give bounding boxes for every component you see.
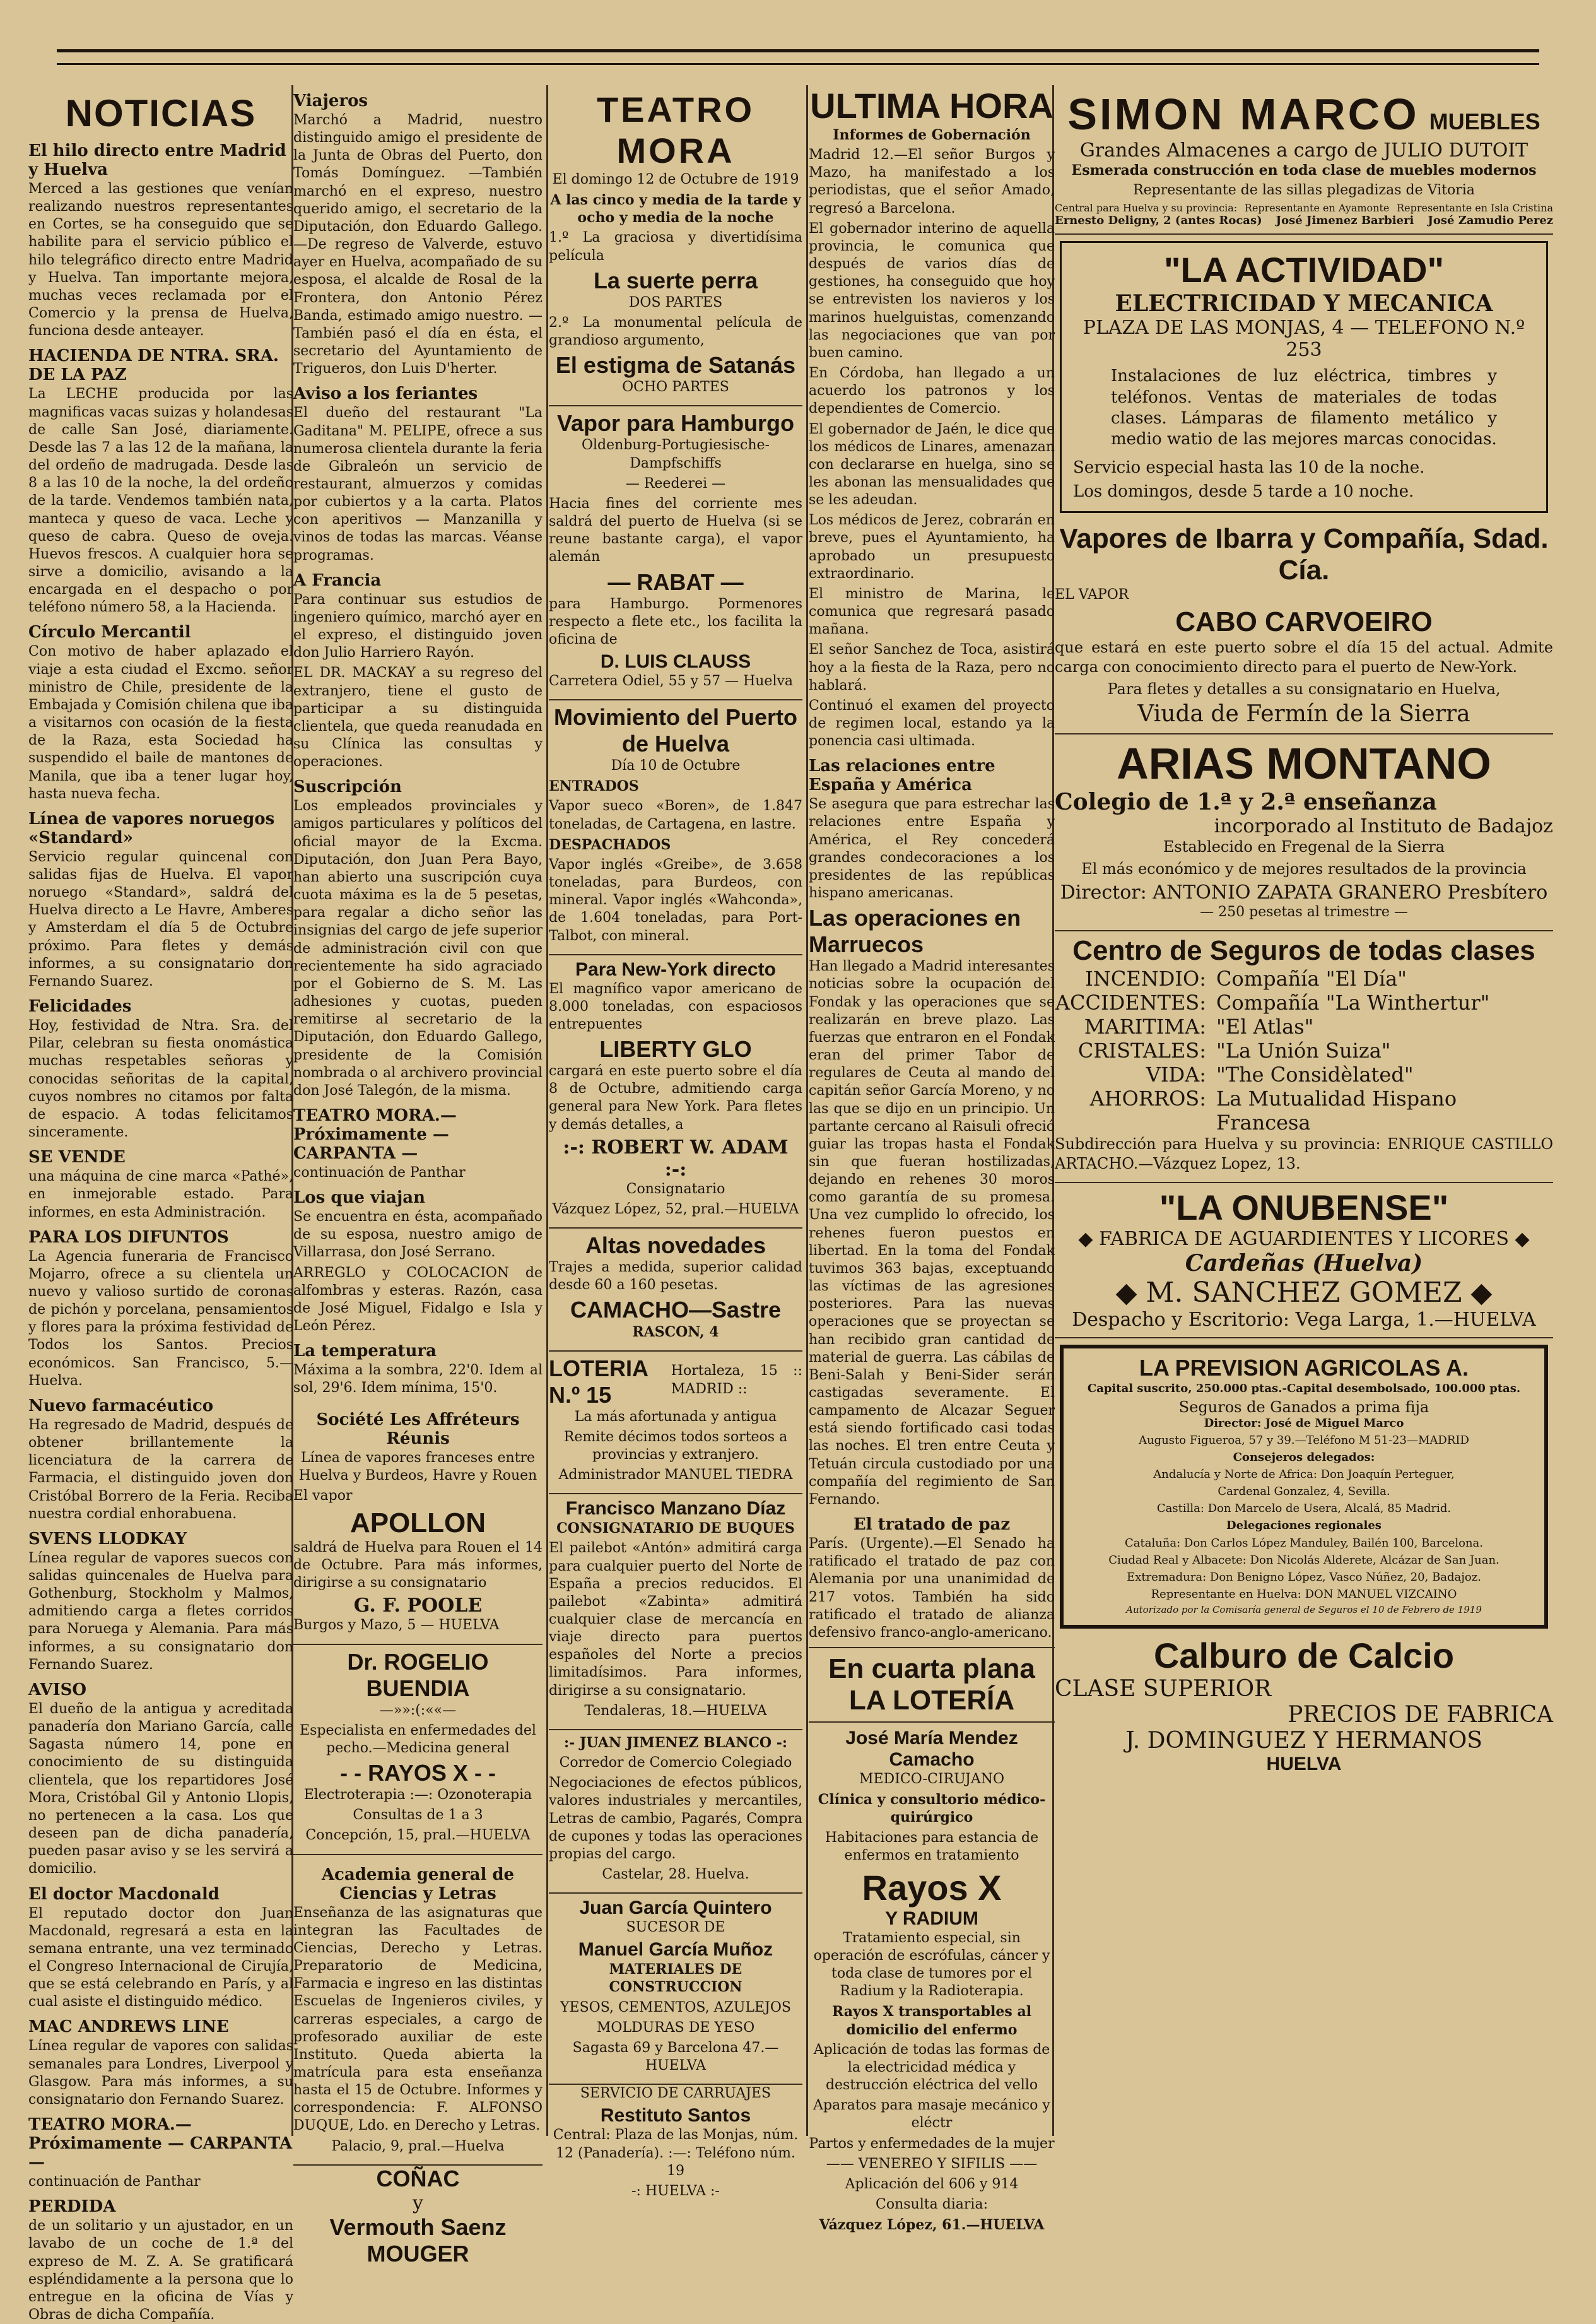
ad-manzano	[549, 1494, 802, 1730]
seguros-row	[1055, 1039, 1553, 1063]
news-heading: Círculo Mercantil	[28, 623, 191, 642]
news-text: de un solitario y un ajustador, en un lavabo de un coche de 1.ª del expreso de M. Z. A. Se gratificará espléndidamente a la persona que lo entregue en la oficina de Vías y Obras de dicha Compañía.	[28, 2218, 293, 2323]
prevision-d1: Cataluña: Don Carlos López Manduley, Bailén 100, Barcelona.	[1124, 1536, 1484, 1550]
arias-inc: incorporado al Instituto de Badajoz	[1214, 815, 1553, 838]
arias-t1: Establecido en Fregenal de la Sierra	[1163, 838, 1445, 856]
ultima-hora-paragraph: Los médicos de Jerez, cobrarán en breve, pues el Ayuntamiento, ha aprobado un presupuesto extraordinario.	[809, 512, 1055, 582]
ibarra-title: Vapores de Ibarra y Compañía, Sdad. Cía.	[1059, 522, 1549, 586]
column-two	[293, 85, 543, 2267]
newyork-ship: LIBERTY GLO	[599, 1036, 752, 1063]
ultima-hora-paragraph: En Córdoba, han llegado a un acuerdo los patronos y los dependientes de Comercio.	[809, 365, 1055, 417]
academia-addr: Palacio, 9, pral.—Huelva	[331, 2138, 505, 2154]
news-text: Se encuentra en ésta, acompañado de su esposa, nuestro amigo de Villarrasa, don José Serrano.	[293, 1209, 543, 1261]
news-item	[28, 997, 293, 1141]
marruecos-text: Han llegado a Madrid interesantes noticias sobre la ocupación del Fondak y las operaciones que se realizarán en breve plazo. Las fuerzas que entraron en el Fondak eran del primer Tabor de regulares de Ceuta al mando del capitán señor García Moreno, y no las que se dijo en un principio. Un partante cercano al Raisuli ofreció guiar las tropas hasta el Fondak sin que fueran hostilizadas, dejando en rehenes 30 moros como garantía de su promesa. Una vez cumplido lo ofrecido, los rehenes fueron puestos en libertad. En la toma del Fondak tuvimos 363 bajas, exceptuando las víctimas de las agresiones posteriores. Para las nuevas operaciones que se proyectan se han recibido gran cantidad de material de guerra. Las cábilas de Beni-Salah y Beni-Sider serán castigadas severamente. El campamento de Alcazar Seguer está siendo fortificado casi todas las noches. El tren entre Ceuta y Tetuán circula custodiado por una compañía del regimiento de San Fernando.	[809, 959, 1055, 1507]
news-heading: AVISO	[28, 1680, 87, 1699]
news-item	[293, 1342, 543, 1397]
news-text: Línea regular de vapores con salidas semanales para Londres, Liverpool y Glasgow. Para más informes, a su consignatario don Fernando Suarez.	[28, 2038, 293, 2108]
altas-text: Trajes a medida, superior calidad desde 60 a 160 pesetas.	[549, 1259, 802, 1294]
ultima-hora-paragraph: El gobernador interino de aquella provincia, le comunica que después de varios días de gestiones, ha conseguido que hoy se entrevisten los navieros y los marinos huelguistas, comenzando las negociaciones que van por buen camino.	[809, 220, 1055, 361]
quintero-t2: YESOS, CEMENTOS, AZULEJOS	[560, 1999, 791, 2015]
news-item	[28, 1228, 293, 1390]
column-divider	[546, 85, 548, 2136]
news-heading: PERDIDA	[28, 2197, 116, 2217]
buendia-name: Dr. ROGELIO BUENDIA	[347, 1648, 489, 1701]
prevision-seg: Seguros de Ganados a prima fija	[1178, 1398, 1429, 1417]
ad-la-actividad	[1060, 241, 1548, 513]
ultima-hora-paragraph: El ministro de Marina, le comunica que regresará pasado mañana.	[809, 586, 1055, 638]
movimiento-entrados: ENTRADOS	[549, 778, 639, 795]
news-heading: MAC ANDREWS LINE	[28, 2017, 229, 2037]
column-ultima-hora	[809, 85, 1055, 2234]
ibarra-t1: que estará en este puerto sobre el día 15 del actual. Admite carga con conocimiento directo para el puerto de New-York.	[1055, 639, 1553, 676]
marruecos-heading: Las operaciones en Marruecos	[809, 905, 1021, 958]
news-heading: La temperatura	[293, 1342, 437, 1361]
calburo-city: HUELVA	[1266, 1753, 1342, 1774]
ad-carruajes	[549, 2085, 802, 2200]
loteria-title: LOTERIA N.º 15	[549, 1355, 648, 1408]
buendia-rayos: - - RAYOS X - -	[340, 1760, 496, 1786]
teatro-film1: La suerte perra	[593, 267, 758, 293]
ad-loteria	[549, 1352, 802, 1495]
seguros-kind: ACCIDENTES:	[1055, 990, 1206, 1015]
calburo-sub: CLASE SUPERIOR	[1055, 1675, 1272, 1702]
quintero-addr: Sagasta 69 y Barcelona 47.—HUELVA	[572, 2039, 779, 2074]
affreteurs-text: saldrá de Huelva para Rouen el 14 de Octubre. Para más informes, dirigirse a su consignatario	[293, 1540, 543, 1591]
ultima-hora-paragraphs	[809, 146, 1055, 750]
seguros-kind: VIDA:	[1146, 1062, 1206, 1087]
jimenez-title: :- JUAN JIMENEZ BLANCO -:	[564, 1734, 787, 1751]
news-item	[293, 777, 543, 1100]
column-adverts	[1055, 85, 1553, 2136]
movimiento-t2: Vapor inglés «Greibe», de 3.658 toneladas, para Burdeos, con mineral. Vapor inglés «Wahconda», de 1.604 toneladas, para Port-Talbot, con mineral.	[549, 856, 802, 944]
affreteurs-ship: APOLLON	[349, 1507, 486, 1538]
arias-price: — 250 pesetas al trimestre —	[1200, 904, 1408, 920]
actividad-sub: ELECTRICIDAD Y MECANICA	[1115, 290, 1493, 317]
news-item	[28, 2017, 293, 2109]
simon-head	[1055, 89, 1553, 139]
manzano-sub: CONSIGNATARIO DE BUQUES	[556, 1520, 795, 1537]
seguros-rows	[1055, 967, 1553, 1135]
affreteurs-addr: Burgos y Mazo, 5 — HUELVA	[293, 1617, 500, 1634]
ibarra-el: EL VAPOR	[1055, 586, 1129, 603]
academia-text: Enseñanza de las asignaturas que integran las Facultades de Ciencias, Derecho y Letras. Preparatorio de Medicina, Farmacia e ingreso en las distintas Escuelas de Ingenieros civiles, y carreras especiales, a cargo de profesorado auxiliar de este Instituto. Queda abierta la matrícula para esta enseñanza hasta el 15 de Octubre. Informes y correspondencia: F. ALFONSO DUQUE, Ldo. en Derecho y Letras.	[293, 1904, 543, 2134]
seguros-row	[1055, 991, 1553, 1015]
mendez-t4: Rayos X transportables al domicilio del enfermo	[831, 2003, 1032, 2038]
top-rule-thin	[57, 63, 1539, 65]
news-text: continuación de Panthar	[293, 1164, 466, 1181]
news-text: El reputado doctor don Juan Macdonald, regresará a esta en la semana entrante, una vez terminado el Congreso Internacional de Cirujía, que se está celebrando en París, y al cual asiste el distinguido médico.	[28, 1905, 293, 2010]
news-item	[28, 1680, 293, 1879]
prevision-aut: Autorizado por la Comisaría general de Seguros el 10 de Febrero de 1919	[1126, 1603, 1482, 1615]
simon-reps	[1055, 202, 1553, 214]
newyork-addr: Vázquez López, 52, pral.—HUELVA	[552, 1201, 799, 1217]
teatro-film2: El estigma de Satanás	[555, 352, 796, 379]
actividad-t3: Los domingos, desde 5 tarde a 10 noche.	[1073, 481, 1414, 501]
simon-t3b: Representante en Ayamonte	[1244, 202, 1390, 215]
mendez-t10: Consulta diaria:	[875, 2197, 988, 2212]
seguros-kind: INCENDIO:	[1085, 966, 1206, 991]
ad-seguros	[1055, 931, 1553, 1183]
news-heading: Los que viajan	[293, 1188, 425, 1208]
news-heading: Suscripción	[293, 777, 402, 797]
la-loteria: LA LOTERÍA	[848, 1685, 1015, 1716]
calburo-precios: PRECIOS DE FABRICA	[1288, 1701, 1553, 1728]
news-item	[28, 2115, 293, 2191]
hamburg-addr: Carretera Odiel, 55 y 57 — Huelva	[549, 673, 794, 689]
news-heading: HACIENDA DE NTRA. SRA. DE LA PAZ	[28, 346, 279, 385]
mendez-t7: Partos y enfermedades de la mujer	[809, 2135, 1055, 2152]
seguros-title: Centro de Seguros de todas clases	[1072, 935, 1535, 966]
news-item	[293, 1106, 543, 1182]
mendez-addr: Vázquez López, 61.—HUELVA	[819, 2217, 1045, 2234]
quintero-t3: MOLDURAS DE YESO	[596, 2019, 755, 2036]
news-item	[28, 810, 293, 991]
buendia-addr: Concepción, 15, pral.—HUELVA	[305, 1827, 531, 1844]
manzano-addr: Tendaleras, 18.—HUELVA	[584, 1702, 767, 1719]
affreteurs-title: Société Les Affréteurs Réunis	[316, 1410, 520, 1448]
news-text: Para continuar sus estudios de ingeniero químico, marchó ayer en el expreso, el distinguido joven don Julio Harriero Rayón.	[293, 591, 543, 661]
news-text: ARREGLO y COLOCACION de alfombras y esteras. Razón, casa de José Miguel, Fidalgo e Isla y León Pérez.	[293, 1265, 543, 1335]
prevision-cons: Consejeros delegados:	[1233, 1451, 1375, 1465]
relaciones-text: Se asegura que para estrechar las relaciones entre España y América, el Rey concederá grandes condecoraciones a los presidentes de las repúblicas hispano americanas.	[809, 796, 1055, 902]
movimiento-despachados: DESPACHADOS	[549, 836, 671, 853]
seguros-company: "The Considèlated"	[1216, 1062, 1414, 1087]
prevision-dir: Director: José de Miguel Marco	[1204, 1417, 1404, 1430]
arias-sub: Colegio de 1.ª y 2.ª enseñanza	[1055, 789, 1437, 816]
teatro-date: El domingo 12 de Octubre de 1919	[552, 172, 799, 187]
manzano-text: El pailebot «Antón» admitirá carga para cualquier puerto del Norte de España a precios reducidos. El pailebot «Zabinta» admitirá cualquier clase de mercancía en viaje directo para puertos españoles del Norte a precios limitadísimos. Para informes, dirigirse a su consignatario.	[549, 1540, 802, 1699]
buendia-spec: Especialista en enfermedades del pecho.—Medicina general	[300, 1722, 536, 1756]
news-text: El dueño del restaurant "La Gaditana" M. PELIPE, ofrece a sus numerosa clientela durante la feria de Gibraleón un servicio de restaurant, almuerzos y comidas por cubiertos y a la carta. Platos con aperitivos — Manzanilla y vinos de todas las marcas. Véanse programas.	[293, 405, 543, 563]
simon-t3a: Central para Huelva y su provincia:	[1055, 202, 1238, 215]
seguros-company: La Mutualidad Hispano Francesa	[1216, 1086, 1457, 1135]
carruajes-title: SERVICIO DE CARRUAJES	[580, 2085, 772, 2102]
buendia-line1: Electroterapia :—: Ozonoterapia	[303, 1787, 532, 1803]
news-text: Los empleados provinciales y amigos particulares y políticos del oficial mayor de la Excma. Diputación, don Juan Pera Bayo, han abierto una suscripción cuya cuota máxima es la de 5 pesetas, para regalar a dicho señor las insignias del cargo de jefe superior de administración civil con que recientemente ha sido agraciado por el Gobierno de S. M. Las adhesiones y cuotas, pueden remitirse al secretario de la Diputación, don Eduardo Gallego, presidente de la Comisión nombrada o al archivero provincial don José Talegón, de la misma.	[293, 798, 543, 1099]
news-text: Marchó a Madrid, nuestro distinguido amigo el presidente de la Junta de Obras del Puerto, don Tomás Domínguez. —También marchó en el expreso, nuestro querido amigo, el secretario de la Diputación, don Eduardo Gallego. —De regreso de Valverde, estuvo ayer en Huelva, acompañado de su esposa, el alcalde de Rosal de la Frontera, don Antonio Pérez Banda, estimado amigo nuestro. —También pasó el día en ésta, el secretario del Ayuntamiento de Trigueros, don Luis D'herter.	[293, 112, 543, 377]
loteria-admin: Administrador MANUEL TIEDRA	[558, 1467, 793, 1483]
manzano-title: Francisco Manzano Díaz	[565, 1498, 786, 1519]
news-item	[28, 141, 293, 340]
newyork-cons: Consignatario	[626, 1181, 725, 1197]
jimenez-sub: Corredor de Comercio Colegiado	[559, 1755, 792, 1771]
news-heading: A Francia	[293, 570, 382, 590]
simon-t4a: Ernesto Deligny, 2 (antes Rocas)	[1055, 214, 1262, 228]
hamburg-co: Oldenburg-Portugiesische-Dampfschiffs	[581, 437, 770, 471]
seguros-kind: AHORROS:	[1089, 1086, 1206, 1111]
altas-addr: RASCON, 4	[632, 1324, 719, 1341]
seguros-kind: MARITIMA:	[1084, 1014, 1206, 1039]
arias-title: ARIAS MONTANO	[1117, 739, 1491, 789]
mendez-radium: Y RADIUM	[885, 1908, 978, 1929]
ad-jimenez	[549, 1730, 802, 1894]
ad-hamburg	[549, 406, 802, 700]
news-item	[293, 384, 543, 564]
news-text: una máquina de cine marca «Pathé», en inmejorable estado. Para informes, en esta Administración.	[28, 1169, 293, 1220]
movimiento-t1: Vapor sueco «Boren», de 1.847 toneladas, de Cartagena, en lastre.	[549, 798, 802, 832]
teatro-hours: A las cinco y media de la tarde y ocho y media de la noche	[550, 192, 801, 227]
seguros-row	[1055, 1015, 1553, 1039]
news-item	[293, 1265, 543, 1336]
ad-altas	[549, 1229, 802, 1351]
teatro-p2: 2.º La monumental película de grandioso argumento,	[549, 314, 802, 349]
column-two-news	[293, 91, 543, 1398]
noticias-title: NOTICIAS	[65, 92, 257, 134]
ad-prevision	[1060, 1345, 1548, 1629]
news-text: Ha regresado de Madrid, después de obtener brillantemente la licenciatura de la carrera de Farmacia, el distinguido joven don Cristóbal Borrero de la Feria. Reciba nuestra cordial enhorabuena.	[28, 1417, 293, 1522]
news-item	[28, 346, 293, 616]
news-text: Hoy, festividad de Ntra. Sra. del Pilar, celebran su fiesta onomástica muchas respetables señoras y conocidas señoritas de la capital, cuyos nombres no citamos por falta de espacio. A todas felicitamos sinceramente.	[28, 1018, 293, 1141]
news-item	[28, 1885, 293, 2012]
prevision-title: LA PREVISION AGRICOLAS A.	[1139, 1355, 1469, 1381]
mendez-t2: Habitaciones para estancia de enfermos en tratamiento	[824, 1829, 1039, 1863]
conac-l2: y	[413, 2191, 423, 2214]
actividad-t1: Instalaciones de luz eléctrica, timbres y teléfonos. Ventas de materiales de todas clases. Lámparas de filamento metálico y medio watio de las mejores marcas conocidas.	[1111, 367, 1497, 449]
ad-calburo	[1055, 1635, 1553, 1775]
news-text: La Agencia funeraria de Francisco Mojarro, ofrece a su clientela un nuevo y valioso surtido de coronas de pichón y porcelana, pensamientos y flores para la próxima festividad de Todos los Santos. Precios económicos. San Francisco, 5.—Huelva.	[28, 1248, 293, 1389]
hamburg-t2: para Hamburgo. Pormenores respecto a flete etc., los facilita la oficina de	[549, 596, 802, 647]
news-item	[28, 1530, 293, 1674]
loteria-t2: Remite décimos todos sorteos a provincias y extranjero.	[563, 1429, 788, 1463]
news-heading: El hilo directo entre Madrid y Huelva	[28, 141, 286, 179]
seguros-row	[1055, 967, 1553, 991]
prevision-rep: Representante en Huelva: DON MANUEL VIZCAINO	[1151, 1587, 1457, 1601]
news-text: El dueño de la antigua y acreditada panadería don Mariano García, calle Sagasta número 14, pone en conocimiento de su distinguida clientela, que los repartidores José Mora, Cristóbal Gil y Antonio Llopis, no pertenecen a la casa. Los que deseen pan de dicha panadería, pueden pasar aviso y se les servirá a domicilio.	[28, 1701, 293, 1877]
news-heading: Nuevo farmacéutico	[28, 1396, 214, 1415]
news-heading: SVENS LLODKAY	[28, 1529, 187, 1548]
loteria-head	[549, 1355, 802, 1408]
simon-t1: Esmerada construcción en toda clase de muebles modernos	[1071, 162, 1537, 179]
seguros-company: Compañía "El Día"	[1216, 966, 1407, 991]
ad-onubense	[1055, 1183, 1553, 1338]
prevision-c2: Cardenal Gonzalez, 4, Sevilla.	[1218, 1485, 1390, 1499]
informes-gobernacion: Informes de Gobernación	[833, 127, 1031, 143]
newyork-text: El magnífico vapor americano de 8.000 toneladas, con espaciosos entrepuentes	[549, 981, 802, 1032]
ibarra-t2: Para fletes y detalles a su consignatario en Huelva,	[1107, 680, 1501, 698]
prevision-cap: Capital suscrito, 250.000 ptas.-Capital desembolsado, 100.000 ptas.	[1087, 1382, 1521, 1396]
ad-quintero	[549, 1894, 802, 2085]
jimenez-text: Negociaciones de efectos públicos, valores industriales y mercantiles, Letras de cambio, Pagarés, Compra de cupones y todas las operaciones propias del cargo.	[549, 1775, 802, 1862]
onubense-name: ◆ M. SANCHEZ GOMEZ ◆	[1115, 1277, 1493, 1309]
news-text: Máxima a la sombra, 22'0. Idem al sol, 29'6. Idem mínima, 15'0.	[293, 1362, 543, 1396]
newyork-t2: cargará en este puerto sobre el día 8 de Octubre, admitiendo carga general para New York. Para fletes y demás detalles, a	[549, 1063, 802, 1133]
news-item	[28, 1148, 293, 1221]
separator	[809, 1647, 1055, 1648]
teatro-p1: 1.º La graciosa y divertidísima película	[549, 230, 802, 264]
column-three	[549, 85, 802, 2199]
conac-l1: COÑAC	[376, 2165, 460, 2191]
mendez-rayos: Rayos X	[862, 1867, 1002, 1908]
news-item	[28, 1396, 293, 1523]
news-heading: Aviso a los feriantes	[293, 384, 478, 404]
quintero-t1: MATERIALES DE CONSTRUCCION	[609, 1961, 742, 1996]
onubense-title: "LA ONUBENSE"	[1159, 1188, 1449, 1228]
affreteurs-el-vapor: El vapor	[293, 1487, 353, 1504]
simon-sub: Grandes Almacenes a cargo de JULIO DUTOIT	[1079, 139, 1529, 162]
newyork-title: Para New-York directo	[575, 959, 776, 980]
affreteurs-agent: G. F. POOLE	[353, 1595, 483, 1617]
news-item	[293, 664, 543, 771]
simon-t3c: Representante en Isla Cristina	[1397, 202, 1553, 215]
news-item	[293, 1188, 543, 1261]
quintero-sub: SUCESOR DE	[626, 1920, 725, 1936]
mendez-title: José María Mendez Camacho	[845, 1728, 1018, 1771]
news-heading: Viajeros	[293, 91, 368, 110]
seguros-company: Compañía "La Winthertur"	[1216, 990, 1490, 1015]
ad-mendez	[809, 1728, 1055, 2234]
carruajes-name: Restituto Santos	[600, 2105, 751, 2126]
loteria-t1: La más afortunada y antigua	[574, 1408, 777, 1425]
simon-t4c: José Zamudio Perez	[1428, 214, 1553, 228]
mendez-t3: Tratamiento especial, sin operación de escrófulas, cáncer y toda clase de tumores por el Radium y la Radioterapia.	[813, 1930, 1050, 2000]
news-heading: Felicidades	[28, 997, 132, 1017]
news-text: EL DR. MACKAY a su regreso del extranjero, tiene el gusto de participar a su distinguida clientela, que queda reanudada en su Clínica las consultas y operaciones.	[293, 665, 543, 770]
academia-title: Academia general de Ciencias y Letras	[321, 1865, 515, 1903]
onubense-place: Cardeñas (Huelva)	[1185, 1250, 1423, 1277]
conac-l3: Vermouth Saenz	[329, 2214, 507, 2240]
ad-affreteurs	[293, 1400, 543, 1645]
altas-name: CAMACHO—Sastre	[570, 1297, 782, 1323]
teatro-parts2: OCHO PARTES	[622, 379, 729, 396]
news-item	[293, 571, 543, 663]
ad-teatro-mora	[549, 85, 802, 406]
ad-ibarra	[1055, 519, 1553, 734]
carruajes-city: -: HUELVA :-	[631, 2183, 720, 2199]
news-heading: TEATRO MORA.—Próximamente — CARPANTA —	[28, 2115, 293, 2173]
news-item	[28, 2197, 293, 2324]
news-text: Línea regular de vapores suecos con salidas quincenales de Huelva para Gothenburg, Stockholm y Malmos, admitiendo carga a fletes corridos para Noruega y Alemania. Para más informes, a su consignatario don Fernando Suarez.	[28, 1550, 293, 1673]
quintero-title: Juan García Quintero	[579, 1897, 772, 1919]
news-heading: PARA LOS DIFUNTOS	[28, 1227, 229, 1247]
top-rule	[57, 49, 1539, 52]
mendez-sub: MEDICO-CIRUJANO	[859, 1771, 1005, 1788]
prevision-del: Delegaciones regionales	[1226, 1519, 1382, 1533]
actividad-t2: Servicio especial hasta las 10 de la noche.	[1073, 458, 1425, 478]
quintero-name: Manuel García Muñoz	[578, 1939, 773, 1961]
ad-newyork	[549, 955, 802, 1229]
ibarra-ship: CABO CARVOEIRO	[1175, 606, 1433, 638]
column-divider	[806, 85, 808, 2136]
prevision-c3: Castilla: Don Marcelo de Usera, Alcalá, 85 Madrid.	[1156, 1502, 1452, 1516]
simon-t2: Representante de las sillas plegadizas de Vitoria	[1133, 182, 1475, 199]
mendez-t6: Aparatos para masaje mecánico y eléctr	[813, 2097, 1050, 2132]
affreteurs-line: Línea de vapores franceses entre Huelva y Burdeos, Havre y Rouen	[298, 1449, 537, 1483]
arias-dir: Director: ANTONIO ZAPATA GRANERO Presbítero	[1060, 881, 1548, 904]
newyork-agent: :-: ROBERT W. ADAM :-:	[563, 1136, 789, 1181]
hamburg-text: Hacia fines del corriente mes saldrá del puerto de Huelva (si se reune bastante carga), el vapor alemán	[549, 495, 802, 565]
actividad-title: "LA ACTIVIDAD"	[1163, 250, 1445, 290]
mendez-t1: Clínica y consultorio médico-quirúrgico	[818, 1791, 1046, 1826]
onubense-sub: ◆ FABRICA DE AGUARDIENTES Y LICORES ◆	[1078, 1228, 1530, 1251]
simon-rep-names	[1055, 214, 1553, 227]
loteria-addr: Hortaleza, 15 :: MADRID ::	[671, 1363, 802, 1397]
separator	[809, 1721, 1055, 1723]
hamburg-reed: — Reederei —	[625, 475, 726, 492]
jimenez-addr: Castelar, 28. Huelva.	[602, 1867, 749, 1882]
ad-arias-montano	[1055, 734, 1553, 931]
movimiento-title: Movimiento del Puerto de Huelva	[553, 704, 798, 757]
ultima-hora-paragraph: El gobernador de Jaén, le dice que los médicos de Linares, amenazan con declararse en huelga, sino se les abonan las mensualidades que se les adeudan.	[809, 421, 1055, 509]
actividad-addr: PLAZA DE LAS MONJAS, 4 — TELEFONO N.º 253	[1083, 317, 1525, 362]
carruajes-addr: Central: Plaza de las Monjas, núm. 12 (Panadería). :—: Teléfono núm. 19	[553, 2127, 799, 2179]
ultima-hora-paragraph: Continuó el examen del proyecto de regimen local, estando ya la ponencia casi ultimada.	[809, 697, 1055, 750]
news-heading: SE VENDE	[28, 1148, 126, 1167]
paz-heading: El tratado de paz	[853, 1515, 1011, 1535]
column-noticias	[28, 85, 293, 2323]
hamburg-title: Vapor para Hamburgo	[556, 410, 795, 437]
prevision-addr: Augusto Figueroa, 57 y 39.—Teléfono M 51-23—MADRID	[1139, 1434, 1469, 1448]
ad-movimiento	[549, 700, 802, 955]
hamburg-ship: — RABAT —	[607, 569, 744, 595]
ad-simon-marco	[1055, 85, 1553, 235]
onubense-addr: Despacho y Escritorio: Vega Larga, 1.—HUELVA	[1072, 1309, 1536, 1331]
seguros-sub: Subdirección para Huelva y su provincia: ENRIQUE CASTILLO ARTACHO.—Vázquez Lopez, 13.	[1055, 1135, 1553, 1172]
prevision-d2: Ciudad Real y Albacete: Don Nicolás Alderete, Alcázar de San Juan.	[1108, 1553, 1499, 1567]
news-heading: TEATRO MORA.—Próximamente — CARPANTA —	[293, 1106, 457, 1163]
noticias-list	[28, 141, 293, 2324]
conac-l4: MOUGER	[367, 2240, 469, 2267]
ad-academia	[293, 1855, 543, 2166]
news-text: Con motivo de haber aplazado el viaje a esta ciudad el Excmo. señor ministro de Chile, presidente de la Embajada y Comisión chilena que iba a visitarnos con ocasión de la fiesta de la Raza, esta Sociedad ha suspendido el baile de mantones de Manila, que iba a tener lugar hoy, hasta nueva fecha.	[28, 644, 293, 802]
news-text: continuación de Panthar	[28, 2174, 201, 2190]
seguros-company: "La Unión Suiza"	[1216, 1038, 1391, 1063]
buendia-ornament: —»»:(:««—	[379, 1702, 457, 1718]
news-item	[28, 623, 293, 803]
simon-name: SIMON MARCO	[1067, 90, 1419, 139]
buendia-line2: Consultas de 1 a 3	[353, 1807, 483, 1824]
teatro-parts1: DOS PARTES	[628, 294, 723, 310]
arias-t2: El más económico y de mejores resultados de la provincia	[1081, 859, 1527, 878]
teatro-title: TEATRO MORA	[596, 90, 755, 170]
calburo-title: Calburo de Calcio	[1153, 1635, 1455, 1675]
ultima-hora-title: ULTIMA HORA	[810, 86, 1053, 126]
ad-conac	[293, 2166, 543, 2267]
mendez-t9: Aplicación del 606 y 914	[845, 2176, 1019, 2192]
news-text: La LECHE producida por las magnificas vacas suizas y holandesas de calle San José, diariamente. Desde las 7 a las 12 de la mañana, la del ordeño de madrugada. Desde las 8 a las 10 de la noche, la del ordeño de la tarde. Vendemos también nata, manteca y queso de vaca. Leche y queso de cabra. Queso de oveja. Huevos frescos. A cualquier hora se sirve a domicilio, avisando a la encargada en el despacho o por teléfono número 58, a la Hacienda.	[28, 386, 293, 616]
ad-buendia	[293, 1645, 543, 1855]
altas-title: Altas novedades	[585, 1232, 766, 1259]
ultima-hora-paragraph: Madrid 12.—El señor Burgos y Mazo, ha manifestado a los periodistas, que el señor Amado, regresó a Barcelona.	[809, 147, 1055, 216]
prevision-d3: Extremadura: Don Benigno López, Vasco Núñez, 20, Badajoz.	[1127, 1570, 1481, 1584]
cuarta-plana: En cuarta plana	[828, 1653, 1035, 1685]
news-text: Servicio regular quincenal con salidas fijas de Huelva. El vapor noruego «Standard», saldrá del Huelva directo a Le Havre, Amberes y Amsterdam el día 5 de Octubre próximo. Para fletes y demás informes, a su consignatario don Fernando Suarez.	[28, 849, 293, 989]
calburo-name: J. DOMINGUEZ Y HERMANOS	[1125, 1727, 1482, 1754]
news-item	[293, 91, 543, 378]
news-text: Merced a las gestiones que venían realizando nuestros representantes en Cortes, se ha conseguido que se habilite para el servicio público el hilo telegráfico directo entre Madrid y Huelva. Tan importante mejora, muchas veces reclamada por el Comercio y la prensa de Huelva, funciona desde anteayer.	[28, 181, 293, 339]
mendez-t8: —— VENEREO Y SIFILIS ——	[826, 2156, 1038, 2172]
seguros-row	[1055, 1063, 1553, 1087]
ibarra-agent: Viuda de Fermín de la Sierra	[1137, 701, 1470, 728]
mendez-t5: Aplicación de todas las formas de la electricidad médica y destrucción eléctrica del vello	[813, 2041, 1050, 2094]
hamburg-agent: D. LUIS CLAUSS	[600, 651, 751, 672]
movimiento-date: Día 10 de Octubre	[611, 758, 741, 774]
news-heading: El doctor Macdonald	[28, 1884, 220, 1904]
paz-text: París. (Urgente).—El Senado ha ratificado el tratado de paz con Alemania por una unanimidad de 217 votos. También ha sido ratificado el tratado de alianza defensivo franco-anglo-americano.	[809, 1536, 1055, 1641]
news-heading: Línea de vapores noruegos «Standard»	[28, 809, 275, 847]
relaciones-heading: Las relaciones entre España y América	[809, 757, 995, 795]
seguros-company: "El Atlas"	[1216, 1014, 1314, 1039]
seguros-row	[1055, 1087, 1553, 1135]
ultima-hora-paragraph: El señor Sanchez de Toca, asistirá hoy a la fiesta de la Raza, pero no hablará.	[809, 642, 1055, 693]
prevision-c1: Andalucía y Norte de Africa: Don Joaquín Perteguer,	[1153, 1468, 1455, 1482]
simon-tag: MUEBLES	[1429, 109, 1540, 134]
seguros-kind: CRISTALES:	[1077, 1038, 1206, 1063]
simon-t4b: José Jimenez Barbieri	[1276, 214, 1414, 228]
